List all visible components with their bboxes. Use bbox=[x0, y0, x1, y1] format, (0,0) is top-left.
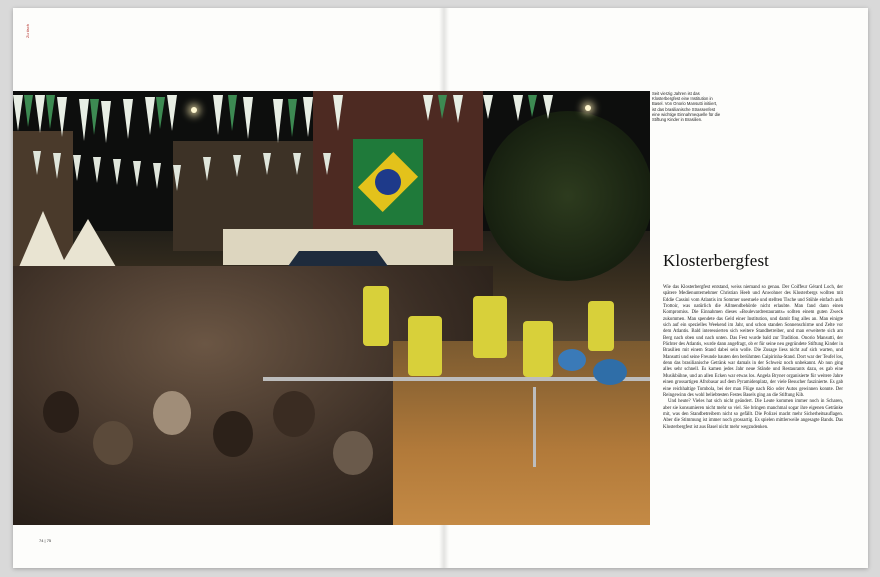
performer bbox=[523, 321, 553, 377]
crowd-head bbox=[273, 391, 315, 437]
bunting-garlands bbox=[13, 91, 650, 211]
crowd-head bbox=[93, 421, 133, 465]
performer bbox=[473, 296, 507, 358]
performer bbox=[588, 301, 614, 351]
drum bbox=[593, 359, 627, 385]
crowd-head bbox=[43, 391, 79, 433]
article-title: Klosterbergfest bbox=[663, 251, 769, 270]
magazine-spread bbox=[13, 8, 868, 568]
stage-railing bbox=[533, 387, 536, 467]
page-folio: 74 | 75 bbox=[39, 538, 52, 543]
street-party-photo bbox=[13, 91, 650, 525]
section-tag: Zu tisch bbox=[25, 23, 30, 38]
stage-railing bbox=[263, 377, 650, 381]
crowd-head bbox=[153, 391, 191, 435]
article-paragraph: Wie das Klosterbergfest entstand, weiss niemand so genau. Der Coiffeur Gérard Loch, der spätere Medienunternehmer Christian Heeb und Anwohner des Klosterbergs wollten mit Eddie Cassini vom Atlantis im Sommer usestuele und stellten Tische und Stühle einfach aufs Trottoir, was natürlich die Allmendbehörde nicht erlaubte. Man fand dann einen Kompromiss. Die Einnahmen dieses «Boulevardrestaurants» sollten einem guten Zweck zukommen. Man spendete das Geld einer Institution, und damit fing alles an. Man einigte sich auf ein spezielles Weekend im Jahr, und schon standen Sonnenschirme und Zelte vor dem Atlantis. Bald interessierten sich weitere Standbetreiber, und man erweiterte sich am Berg nach oben und nach unten. Das Fest wurde bald zur Tradition. Onorio Mansutti, der Pächter des Atlantis, wurde dann angefragt, ob er für seine neu gegründete Stiftung Kinder in Brasilien mit einem Stand dabei sein wolle. Die Zusage liess nicht auf sich warten, und Mansutti und seine Freunde bauten den berühmten Caipirinha-Stand. Dort war der Teufel los, denn das brasilianische Getränk war damals in der Schweiz noch unbekannt. Ab nun ging alles sehr schnell. Es kamen jedes Jahr neue Stände und Restaurants dazu, es gab eine Musikbühne, und an allen Ecken war etwas los. Angela Bryner organisierte für weitere Jahre einen grossartigen Afrobasar auf dem Pyramidenplatz, der viele Besucher faszinierte. Es gab eine reichhaltige Tombola, bei der man Flüge nach Rio oder Autos gewinnen konnte. Der Reingewinn des wohl beliebtesten Festes Basels ging an die Stiftung Kib. bbox=[663, 285, 843, 398]
performer bbox=[363, 286, 389, 346]
performer bbox=[408, 316, 442, 376]
crowd-head bbox=[213, 411, 253, 457]
article-paragraph: Und heute? Vieles hat sich nicht geändert. Die Leute kommen immer noch in Scharen, aber sie konsumieren nicht mehr so viel. Sie bringen manchmal sogar ihre eigenen Getränke mit, was den Standbetreibern nicht so gefällt. Die Polizei macht mehr Sicherheitsauflagen. Aber die Stimmung ist immer noch grossartig. Es spielen mittlerweile angesagte Bands. Das Klosterbergfest ist aus Basel nicht mehr wegzudenken. bbox=[663, 399, 843, 430]
article-body bbox=[663, 285, 843, 431]
bunting-row-lower bbox=[33, 151, 331, 191]
drum bbox=[558, 349, 586, 371]
photo-caption: Seit vierzig Jahren ist das Klosterbergfest eine Institution in Basel. Von Onorio Mansutti initiiert, ist das brasilianische Strassenfest eine wichtige Einnahmequelle für die Stiftung Kinder in Brasilien. bbox=[652, 91, 721, 123]
crowd-head bbox=[333, 431, 373, 475]
